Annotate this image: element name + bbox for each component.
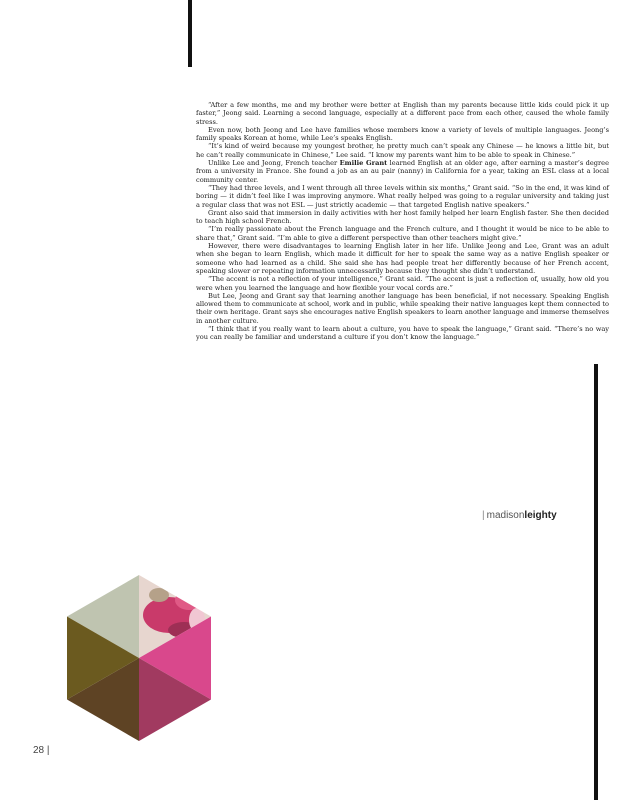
paragraph-7: “I’m really passionate about the French language and the French culture, and I thought it would be nice to be able to share that,” Grant said. “I’m able to give a different perspective than other teachers might give.” xyxy=(196,225,609,242)
paragraph-10: But Lee, Jeong and Grant say that learning another language has been beneficial, if not necessary. Speaking English allowed them to communicate at school, work and in public, while speaking their native languages kept them connected to their own heritage. Grant says she encourages native English speakers to learn another language and immerse themselves in another culture. xyxy=(196,291,609,325)
paragraph-3: “It’s kind of weird because my youngest brother, he pretty much can’t speak any Chinese — he knows a little bit, but he can’t really communicate in Chinese,” Lee said. “I know my parents want him to be able to speak in Chinese.” xyxy=(196,142,609,159)
author-byline xyxy=(482,510,557,521)
author-first-name: madison xyxy=(486,510,525,521)
top-vertical-rule xyxy=(188,0,192,67)
byline-separator: | xyxy=(482,510,485,521)
paragraph-9: “The accent is not a reflection of your intelligence,” Grant said. “The accent is just a reflection of, usually, how old you were when you learned the language and how flexible your vocal cords are.” xyxy=(196,275,609,292)
paragraph-8: However, there were disadvantages to learning English later in her life. Unlike Jeong and Lee, Grant was an adult when she began to learn English, which made it difficult for her to speak the same way as a native English speaker or someone who had learned as a child. She said she has had people treat her differently because of her French accent, speaking slower or repeating information unnecessarily because they thought she didn’t understand. xyxy=(196,242,609,275)
page-number: 28 xyxy=(33,745,45,756)
paragraph-6: Grant also said that immersion in daily activities with her host family helped her learn English faster. She then decided to teach high school French. xyxy=(196,208,609,226)
page-number-separator: | xyxy=(46,745,50,756)
page-number-footer xyxy=(33,745,50,756)
article-body xyxy=(196,101,609,342)
paragraph-5: “They had three levels, and I went through all three levels within six months,” Grant said. “So in the end, it was kind of boring — it didn’t feel like I was improving anymore. What really helped was going to a regular university and taking just a regular class that was not ESL — just strictly academic — that targeted English native speakers.” xyxy=(196,183,609,209)
right-vertical-rule xyxy=(594,364,598,800)
teacher-name: Emilie Grant xyxy=(339,159,388,168)
hexagon-graphic xyxy=(67,575,211,741)
paragraph-2: Even now, both Jeong and Lee have families whose members know a variety of levels of multiple languages. Jeong’s family speaks Korean at home, while Lee’s speaks English. xyxy=(196,125,609,143)
paragraph-1: “After a few months, me and my brother were better at English than my parents because little kids could pick it up faster,” Jeong said. Learning a second language, especially at a different pace from each other, caused the whole family stress. xyxy=(196,101,609,126)
paragraph-4: Unlike Lee and Jeong, French teacher Emilie Grant learned English at an older age, after earning a master’s degree from a university in France. She found a job as an au pair (nanny) in California for a year, taking an ESL class at a local community center. xyxy=(196,159,609,184)
paragraph-11: “I think that if you really want to learn about a culture, you have to speak the language,” Grant said. “There’s no way you can really be familiar and understand a culture if you don’t know the language.” xyxy=(196,325,609,342)
author-last-name: leighty xyxy=(524,510,557,521)
